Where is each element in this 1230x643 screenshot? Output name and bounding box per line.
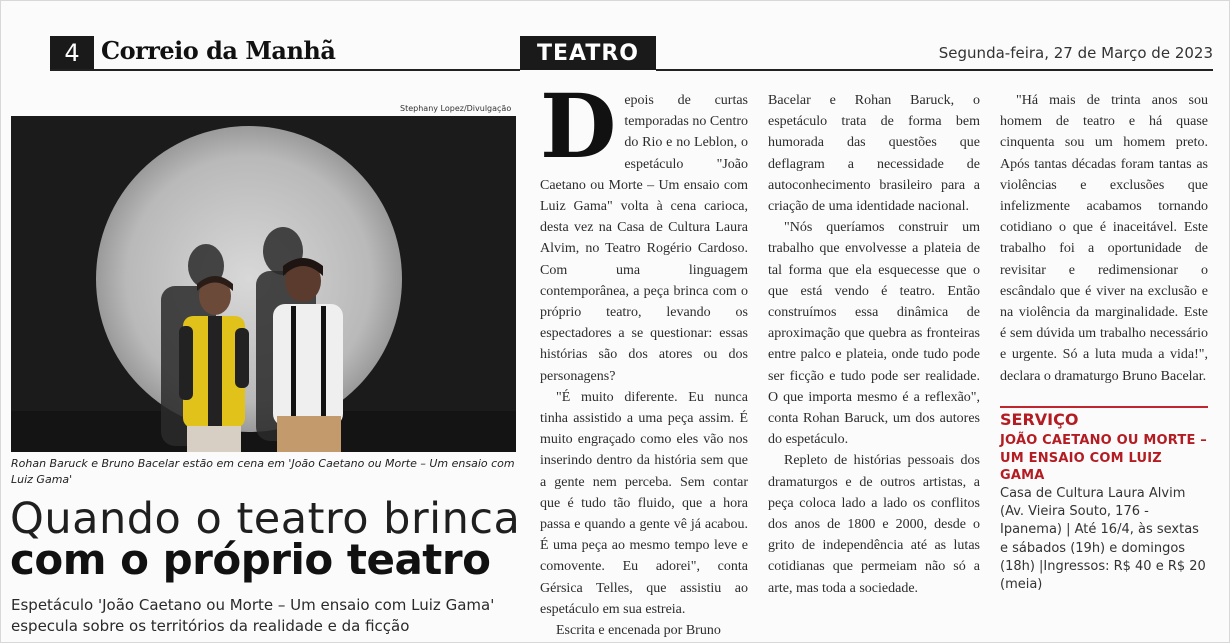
photo-credit: Stephany Lopez/Divulgação	[400, 104, 512, 113]
article-paragraph: "É muito diferente. Eu nunca tinha assistido a uma peça assim. É muito engraçado como eles vão nos inserindo dentro da história sem que a gente nem perceba. Sem contar que é tudo tão fluido, que a hora passa e quando a gente vê já acabou. É uma peça ao mesmo tempo leve e comovente. Eu adorei", conta Gérsica Telles, que assistiu ao espetáculo em sua estreia.	[540, 389, 748, 617]
page-number: 4	[64, 39, 80, 67]
headline-line-1: Quando o teatro brinca	[10, 494, 521, 544]
article-deck: Espetáculo 'João Caetano ou Morte – Um ensaio com Luiz Gama' especula sobre os territórios da realidade e da ficção	[11, 596, 495, 635]
article-paragraph: Bacelar e Rohan Baruck, o espetáculo trata de forma bem humorada das questões que deflagram a necessidade de autoconhecimento brasileiro para a criação de uma identidade nacional.	[768, 93, 980, 215]
article-paragraph: "Há mais de trinta anos sou homem de teatro e há quase cinquenta sou um homem preto. Após tantas décadas foram tantas as violências e exclusões que infelizmente acabamos tornando cotidiano o que é inaceitável. Este trabalho foi a oportunidade de revisitar e redimensionar o escândalo que é viver na exclusão e na violência da marginalidade. Este é sem dúvida um trabalho necessário e urgente. Só a luta muda a vida!", declara o dramaturgo Bruno Bacelar.	[1000, 93, 1208, 384]
issue-date: Segunda-feira, 27 de Março de 2023	[938, 44, 1213, 62]
paragraph-text: epois de curtas temporadas no Centro do Rio e no Leblon, o espetáculo "João Caetano ou Morte – Um ensaio com Luiz Gama" volta à cena carioca, desta vez na Casa de Cultura Laura Alvim, no Teatro Rogério Cardoso. Com uma linguagem contemporânea, a peça brinca com o próprio teatro, levando os espectadores a se questionar: essas histórias são dos atores ou dos personagens?	[540, 93, 748, 384]
publication-name: Correio da Manhã	[101, 36, 336, 65]
article-photo	[11, 116, 516, 452]
servico-title: JOÃO CAETANO OU MORTE – UM ENSAIO COM LUIZ GAMA	[1000, 433, 1207, 483]
headline-line-2: com o próprio teatro	[10, 535, 491, 584]
masthead-rule-left	[50, 69, 520, 71]
article-paragraph	[540, 74, 748, 387]
section-label: TEATRO	[520, 36, 656, 70]
article-paragraph: Repleto de histórias pessoais dos dramaturgos e de outros artistas, a peça coloca lado a lado os conflitos dos anos de 1800 e 2000, desde o grito de independência até as lutas cotidianas que permeiam não só a arte, mas toda a sociedade.	[768, 453, 980, 596]
page-number-box	[50, 36, 94, 70]
article-column-2	[768, 90, 980, 599]
servico-label: SERVIÇO	[1000, 410, 1079, 429]
drop-cap: D	[540, 74, 617, 178]
servico-rule	[1000, 406, 1208, 408]
servico-details: Casa de Cultura Laura Alvim (Av. Vieira Souto, 176 - Ipanema) | Até 16/4, às sextas e sábados (19h) e domingos (18h) |Ingressos: R$ 40 e R$ 20 (meia)	[1000, 486, 1206, 593]
stage-photo-illustration	[11, 116, 516, 452]
spotlight-circle	[96, 126, 402, 432]
article-column-3	[1000, 90, 1208, 387]
article-paragraph: Escrita e encenada por Bruno	[556, 623, 721, 639]
photo-caption: Rohan Baruck e Bruno Bacelar estão em cena em 'João Caetano ou Morte – Um ensaio com Luiz Gama'	[11, 457, 515, 486]
article-column-1	[540, 74, 748, 641]
masthead-rule-right	[656, 69, 1213, 71]
article-paragraph: "Nós queríamos construir um trabalho que envolvesse a plateia de tal forma que ela esquecesse que o que está vendo é teatro. Então construímos essa dinâmica de aproximação que quebra as fronteiras entre palco e plateia, onde tudo pode ser ficção e tudo pode ser realidade. O que importa mesmo é a reflexão", conta Rohan Baruck, um dos autores do espetáculo.	[768, 220, 980, 448]
